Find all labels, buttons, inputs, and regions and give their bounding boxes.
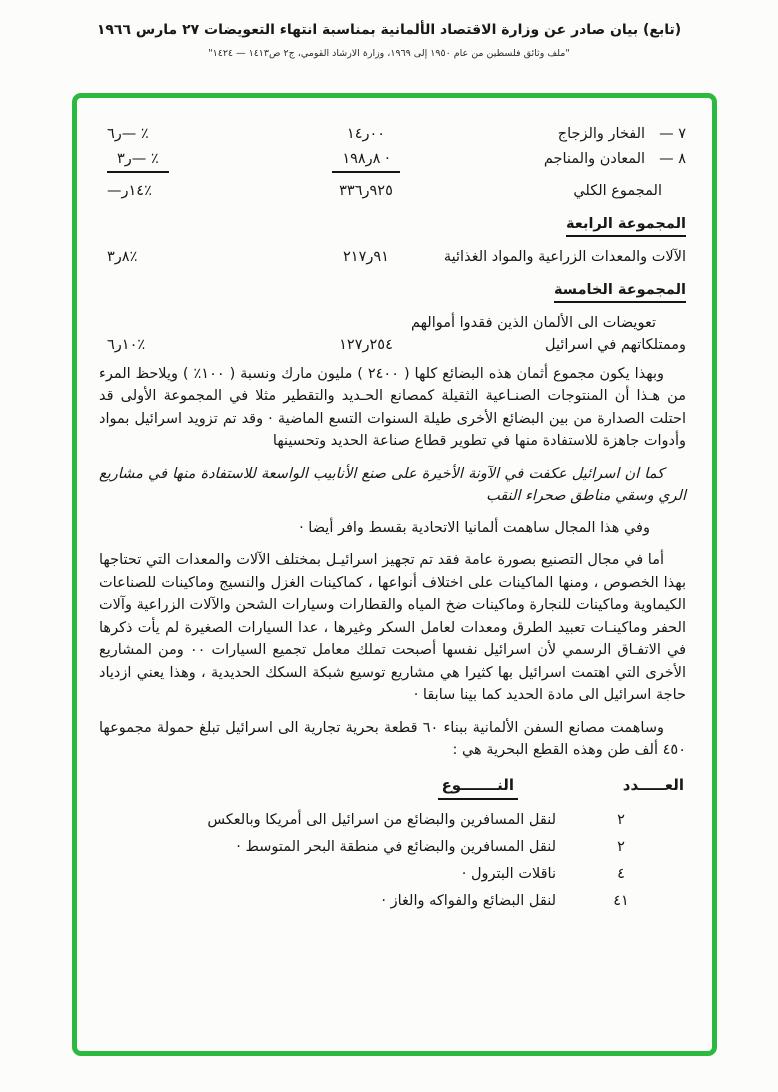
group5-heading: المجموعة الخامسة [554,282,686,303]
total-label-cell [446,183,686,199]
ship-type: لنقل المسافرين والبضائع في منطقة البحر المتوسط · [236,838,556,855]
ship-count: ٢ [617,811,625,828]
group5-intro-line: تعويضات الى الألمان الذين فقدوا أموالهم [410,315,656,331]
row-value-cell [286,126,446,142]
group4-row [99,249,686,265]
row-label-cell [446,337,686,353]
paragraph-ships-intro: وساهمت مصانع السفن الألمانية ببناء ٦٠ قطعة بحرية تجارية الى اسرائيل تبلغ حمولة مجموعها ٤٥٠ ألف طن وهذه القطع البحرية هي : [99,719,686,759]
paragraph-contribution: وفي هذا المجال ساهمت ألمانيا الاتحادية بقسط وافر أيضا · [299,519,650,536]
row-label: وممتلكاتهم في اسرائيل [545,337,686,353]
row-percent: ٣ر٨٪ [107,249,138,265]
row-percent: ٣ر— ٪ [107,151,169,173]
paragraph-totals: وبهذا يكون مجموع أثمان هذه البضائع كلها ( ٢٤٠٠ ) مليون مارك ونسبة ( ١٠٠٪ ) ويلاحظ المرء من هـذا أن المنتوجات الصنـاعية الثقيلة كمصانع الحـديد والتقطير مثلا في المجموعة الأولى قد احتلت الصدارة من بين البضائع الأخرى طيلة السنوات التسع الماضية · وقد تم تزويد اسرائيل بمواد وأدوات جاهزة للاستفادة منها في تطوير قطاع صناعة الحديد وتحسينها [99,366,686,450]
paragraph-pipes: كما ان اسرائيل عكفت في الآونة الأخيرة على صنع الأنابيب الواسعة للاستفادة منها في مشاريع الري وسقي مناطق صحراء النقب [99,465,686,505]
ships-table-header [99,776,686,800]
total-value: ٣٣٦ر٩٢٥ [339,183,393,199]
row-number: ٨ — [659,151,686,167]
ship-row [99,866,686,882]
ship-row [99,839,686,855]
row-value: ١٢٧ر٢٥٤ [339,337,393,353]
source-citation: "ملف وثائق فلسطين من عام ١٩٥٠ إلى ١٩٦٩، وزارة الارشاد القومي، ج٢ ص١٤١٣ — ١٤٢٤" [208,48,570,59]
document-title: (تابع) بيان صادر عن وزارة الاقتصاد الألمانية بمناسبة انتهاء التعويضات ٢٧ مارس ١٩٦٦ [96,22,682,38]
type-column-header: النـــــــوع [438,776,518,800]
page-header [0,22,778,59]
ship-type: لنقل البضائع والفواكه والغاز · [381,892,556,909]
row-label: الآلات والمعدات الزراعية والمواد الغذائية [443,249,686,265]
row-value: ١٩٨ر٨ · [332,151,399,173]
row-value: ٢١٧ر٩١ [343,249,389,265]
total-value-cell [286,183,446,199]
group4-section [99,213,686,265]
ship-count: ٤ [617,865,625,882]
table-row [99,126,686,142]
highlight-frame [72,93,717,1056]
row-percent: ٦ر١٠٪ [107,337,146,353]
row-percent-cell [99,337,286,353]
commodity-table [99,126,686,199]
row-label: الفخار والزجاج [557,126,646,142]
row-label-cell [446,151,686,167]
ship-row [99,812,686,828]
total-label: المجموع الكلي [573,183,662,199]
row-percent-cell [99,126,286,142]
table-row [99,151,686,173]
row-number: ٧ — [659,126,686,142]
ship-count: ٢ [617,838,625,855]
row-label-cell [446,126,686,142]
row-percent: ٦ر— ٪ [107,126,149,142]
row-percent-cell [99,151,286,173]
ship-row [99,893,686,909]
ship-type: لنقل المسافرين والبضائع من اسرائيل الى أمريكا وبالعكس [207,811,556,828]
ship-count: ٤١ [613,892,629,909]
total-percent: —ر١٤٪ [107,183,152,199]
row-value-cell [286,151,446,173]
row-label-cell [443,249,686,265]
group4-heading: المجموعة الرابعة [566,216,686,237]
group5-row [99,337,686,353]
row-percent-cell [99,249,286,265]
row-value-cell [286,249,446,265]
ships-table [99,776,686,909]
paragraph-machinery: أما في مجال التصنيع بصورة عامة فقد تم تجهيز اسرائيـل بمختلف الآلات والمعدات التي تحتاجها بهذا الخصوص ، ومنها الماكينات على اختلاف أنواعها ، كماكينات الغزل والنسيج وماكينات للصناعات الكيماوية وماكينات للنجارة وماكينات ضخ المياه والقطارات وسيارات الشحن والآلات الزراعية وآلات الحفر وماكينـات تعبيد الطرق ومعدات لعامل السكر وغيرها ، عدا السيارات الصغيرة لم يأت ذكرها في الاتفـاق الرسمي لأن اسرائيل نفسها أصبحت تملك معامل تجميع السيارات ٠٠ ومن المشاريع الأخرى التي اهتمت اسرائيل بها كثيرا هي مشاريع توسيع شبكة السكك الحديدية ، وهذا يعني ازدياد حاجة اسرائيل الى مادة الحديد كما بينا سابقا · [99,552,687,704]
total-row [99,183,686,199]
row-label: المعادن والمناجم [543,151,646,167]
count-column-header: العـــــدد [622,775,684,794]
ship-type: ناقلات البترول · [461,865,556,882]
total-percent-cell [99,183,286,199]
row-value: ١٤ر٠٠ [346,126,386,142]
row-value-cell [286,337,446,353]
group5-section [99,279,686,353]
